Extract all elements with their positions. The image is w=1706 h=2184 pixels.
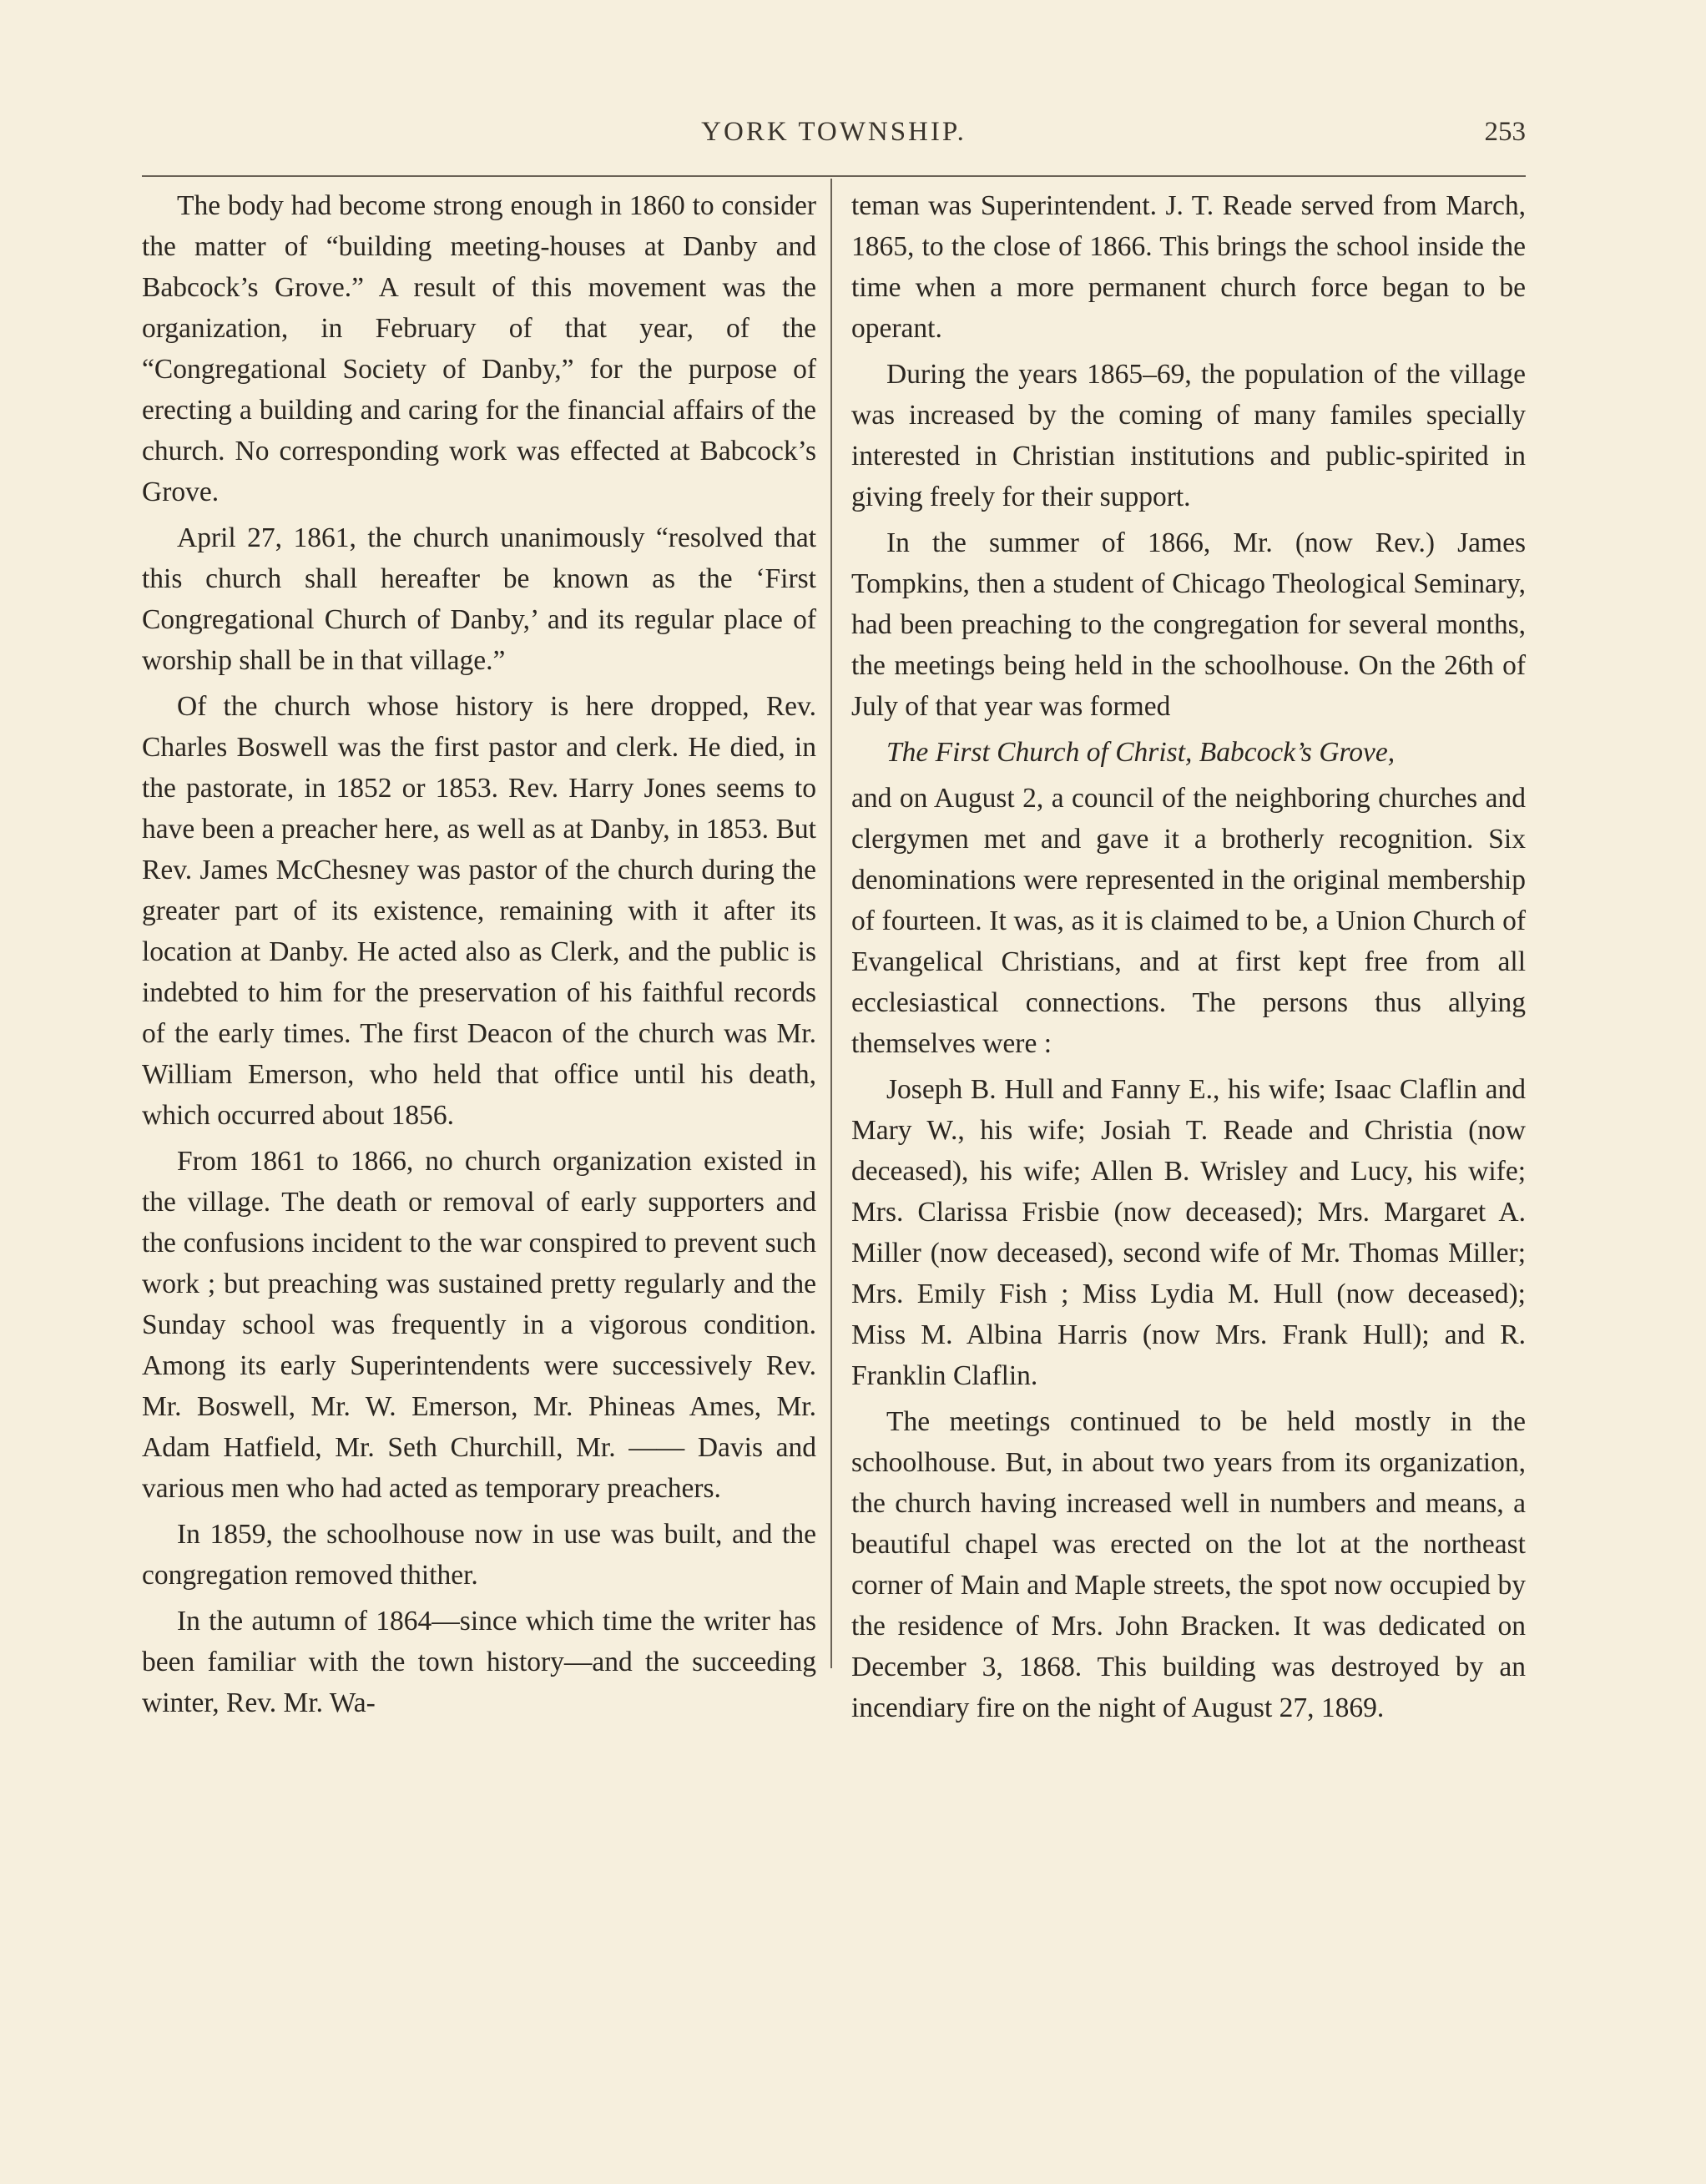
- paragraph: During the years 1865–69, the population of the village was increased by the coming of many familes specially interested in Christian institutions and public-spirited in giving freely for their support.: [851, 359, 1526, 512]
- member-list-paragraph: Joseph B. Hull and Fanny E., his wife; Isaac Claflin and Mary W., his wife; Josiah T. Reade and Christia (now deceased), his wife; Allen B. Wrisley and Lucy, his wife; Mrs. Clarissa Frisbie (now deceased); Mrs. Margaret A. Miller (now deceased), second wife of Mr. Thomas Miller; Mrs. Emily Fish ; Miss Lydia M. Hull (now deceased); Miss M. Albina Harris (now Mrs. Frank Hull); and R. Franklin Claflin.: [851, 1074, 1526, 1391]
- paragraph: and on August 2, a council of the neighboring churches and clergymen met and gave it a brotherly recognition. Six denominations were represented in the original membership of fourteen. It was, as it is claimed to be, a Union Church of Evangelical Christians, and at first kept free from all ecclesiastical connections. The persons thus allying themselves were :: [851, 783, 1526, 1059]
- page-header: [142, 117, 1526, 167]
- continued-paragraph: teman was Superintendent. J. T. Reade served from March, 1865, to the close of 1866. This brings the school inside the time when a more permanent church force began to be operant.: [851, 190, 1526, 344]
- running-head: YORK TOWNSHIP.: [701, 117, 967, 147]
- paragraph: The body had become strong enough in 1860 to consider the matter of “building meeting-houses at Danby and Babcock’s Grove.” A result of this movement was the organization, in February of that year, of the “Congregational Society of Danby,” for the purpose of erecting a building and caring for the financial affairs of the church. No corresponding work was effected at Babcock’s Grove.: [142, 190, 816, 507]
- section-subheading: The First Church of Christ, Babcock’s Grove,: [886, 737, 1396, 768]
- paragraph: From 1861 to 1866, no church organization existed in the village. The death or removal of early supporters and the confusions incident to the war conspired to prevent such work ; but preaching was sustained pretty regularly and the Sunday school was frequently in a vigorous condition. Among its early Superintendents were successively Rev. Mr. Boswell, Mr. W. Emerson, Mr. Phineas Ames, Mr. Adam Hatfield, Mr. Seth Churchill, Mr. —— Davis and various men who had acted as temporary preachers.: [142, 1146, 816, 1504]
- paragraph: Of the church whose history is here dropped, Rev. Charles Boswell was the first pastor and clerk. He died, in the pastorate, in 1852 or 1853. Rev. Harry Jones seems to have been a preacher here, as well as at Danby, in 1853. But Rev. James McChesney was pastor of the church during the greater part of its existence, remaining with it after its location at Danby. He acted also as Clerk, and the public is indebted to him for the preservation of his faithful records of the early times. The first Deacon of the church was Mr. William Emerson, who held that office until his death, which occurred about 1856.: [142, 691, 816, 1131]
- header-rule: [142, 175, 1526, 177]
- right-column: [851, 185, 1526, 1733]
- paragraph: In 1859, the schoolhouse now in use was built, and the congregation removed thither.: [142, 1519, 816, 1591]
- left-column: [142, 185, 816, 1728]
- paragraph: April 27, 1861, the church unanimously “resolved that this church shall hereafter be known as the ‘First Congregational Church of Danby,’ and its regular place of worship shall be in that village.”: [142, 522, 816, 676]
- column-divider: [830, 179, 832, 1668]
- paragraph: In the summer of 1866, Mr. (now Rev.) James Tompkins, then a student of Chicago Theological Seminary, had been preaching to the congregation for several months, the meetings being held in the schoolhouse. On the 26th of July of that year was formed: [851, 527, 1526, 722]
- paragraph: In the autumn of 1864—since which time the writer has been familiar with the town history—and the succeeding winter, Rev. Mr. Wa-: [142, 1606, 816, 1718]
- paragraph: The meetings continued to be held mostly in the schoolhouse. But, in about two years from its organization, the church having increased well in numbers and means, a beautiful chapel was erected on the lot at the northeast corner of Main and Maple streets, the spot now occupied by the residence of Mrs. John Bracken. It was dedicated on December 3, 1868. This building was destroyed by an incendiary fire on the night of August 27, 1869.: [851, 1406, 1526, 1723]
- page-number: 253: [1484, 117, 1526, 147]
